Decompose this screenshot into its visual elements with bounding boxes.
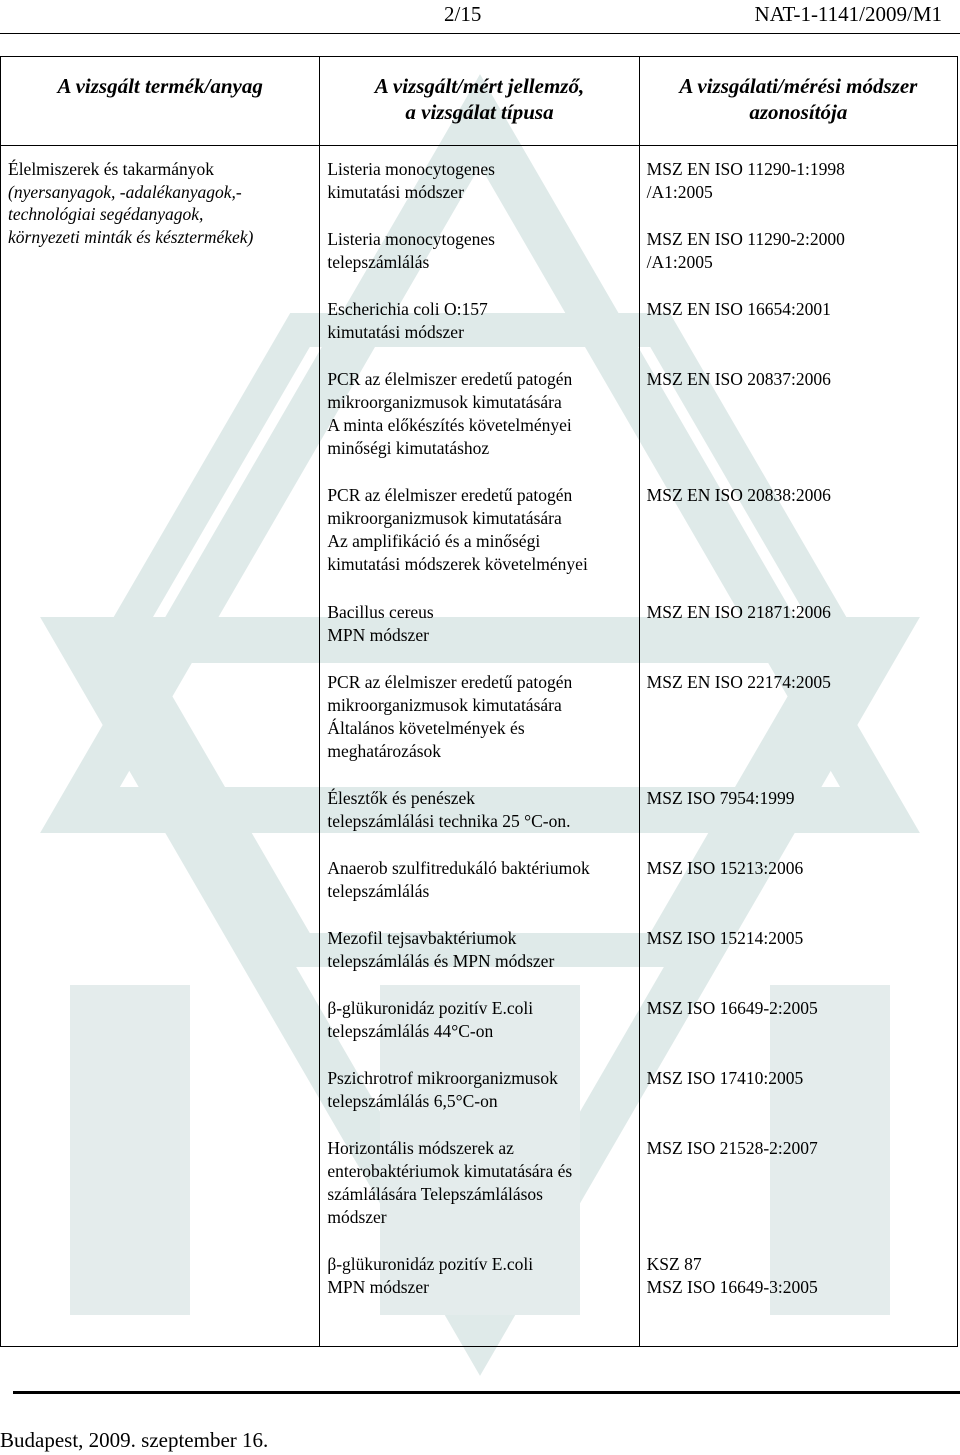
characteristic-entry: Listeria monocytogenes telepszámlálás [327,229,495,272]
characteristic-entry: PCR az élelmiszer eredetű patogén mikroorganizmusok kimutatására Az amplifikáció és a minőségi kimutatási módszerek követelményei [327,485,588,574]
method-entry: MSZ ISO 15214:2005 [646,928,804,948]
method-entry: MSZ EN ISO 22174:2005 [646,672,831,692]
method-entry: MSZ EN ISO 20837:2006 [646,369,831,389]
method-entry: MSZ ISO 16649-2:2005 [646,998,818,1018]
method-entry: KSZ 87 MSZ ISO 16649-3:2005 [646,1254,818,1297]
method-entry: MSZ EN ISO 21871:2006 [646,602,831,622]
col-header-method: A vizsgálati/mérési módszer azonosítója [639,57,957,146]
characteristic-entry: β-glükuronidáz pozitív E.coli telepszámlálás 44°C-on [327,998,534,1041]
accreditation-table [0,56,958,1347]
characteristics-cell [320,146,639,1347]
methods-cell [639,146,957,1347]
characteristic-entry: Pszichrotrof mikroorganizmusok telepszámlálás 6,5°C-on [327,1068,558,1111]
method-entry: MSZ EN ISO 16654:2001 [646,299,831,319]
footer-rule [13,1391,960,1394]
characteristic-entry: Bacillus cereus MPN módszer [327,602,434,645]
characteristic-entry: Escherichia coli O:157 kimutatási módszer [327,299,488,342]
table-row [1,146,958,1347]
method-entry: MSZ ISO 7954:1999 [646,788,795,808]
characteristic-entry: Élesztők és penészek telepszámlálási technika 25 °C-on. [327,788,571,831]
characteristic-entry: β-glükuronidáz pozitív E.coli MPN módszer [327,1254,534,1297]
characteristic-entry: Mezofil tejsavbaktériumok telepszámlálás és MPN módszer [327,928,555,971]
col-header-characteristic: A vizsgált/mért jellemző, a vizsgálat típusa [320,57,639,146]
characteristic-entry: Horizontális módszerek az enterobaktériumok kimutatására és számlálására Telepszámlálásos módszer [327,1138,573,1227]
product-name: Élelmiszerek és takarmányok [8,159,215,179]
place-date: Budapest, 2009. szeptember 16. [0,1428,269,1452]
method-entry: MSZ EN ISO 11290-1:1998 /A1:2005 [646,159,845,202]
method-entry: MSZ EN ISO 20838:2006 [646,485,831,505]
characteristic-entry: Listeria monocytogenes kimutatási módszer [327,159,495,202]
method-entry: MSZ EN ISO 11290-2:2000 /A1:2005 [646,229,845,272]
characteristic-entry: PCR az élelmiszer eredetű patogén mikroorganizmusok kimutatására Általános követelmények és meghatározások [327,672,573,761]
method-entry: MSZ ISO 15213:2006 [646,858,804,878]
product-cell: Élelmiszerek és takarmányok (nyersanyagok, -adalékanyagok,- technológiai segédanyagok, környezeti minták és késztermékek) [1,146,320,1347]
characteristic-entry: Anaerob szulfitredukáló baktériumok telepszámlálás [327,858,590,901]
method-entry: MSZ ISO 17410:2005 [646,1068,804,1088]
table-header-row [1,57,958,146]
col-header-product: A vizsgált termék/anyag [1,57,320,146]
document-id: NAT-1-1141/2009/M1 [754,2,942,26]
page-number: 2/15 [444,2,482,26]
characteristic-entry: PCR az élelmiszer eredetű patogén mikroorganizmusok kimutatására A minta előkészítés követelményei minőségi kimutatáshoz [327,369,573,458]
method-entry: MSZ ISO 21528-2:2007 [646,1138,818,1158]
